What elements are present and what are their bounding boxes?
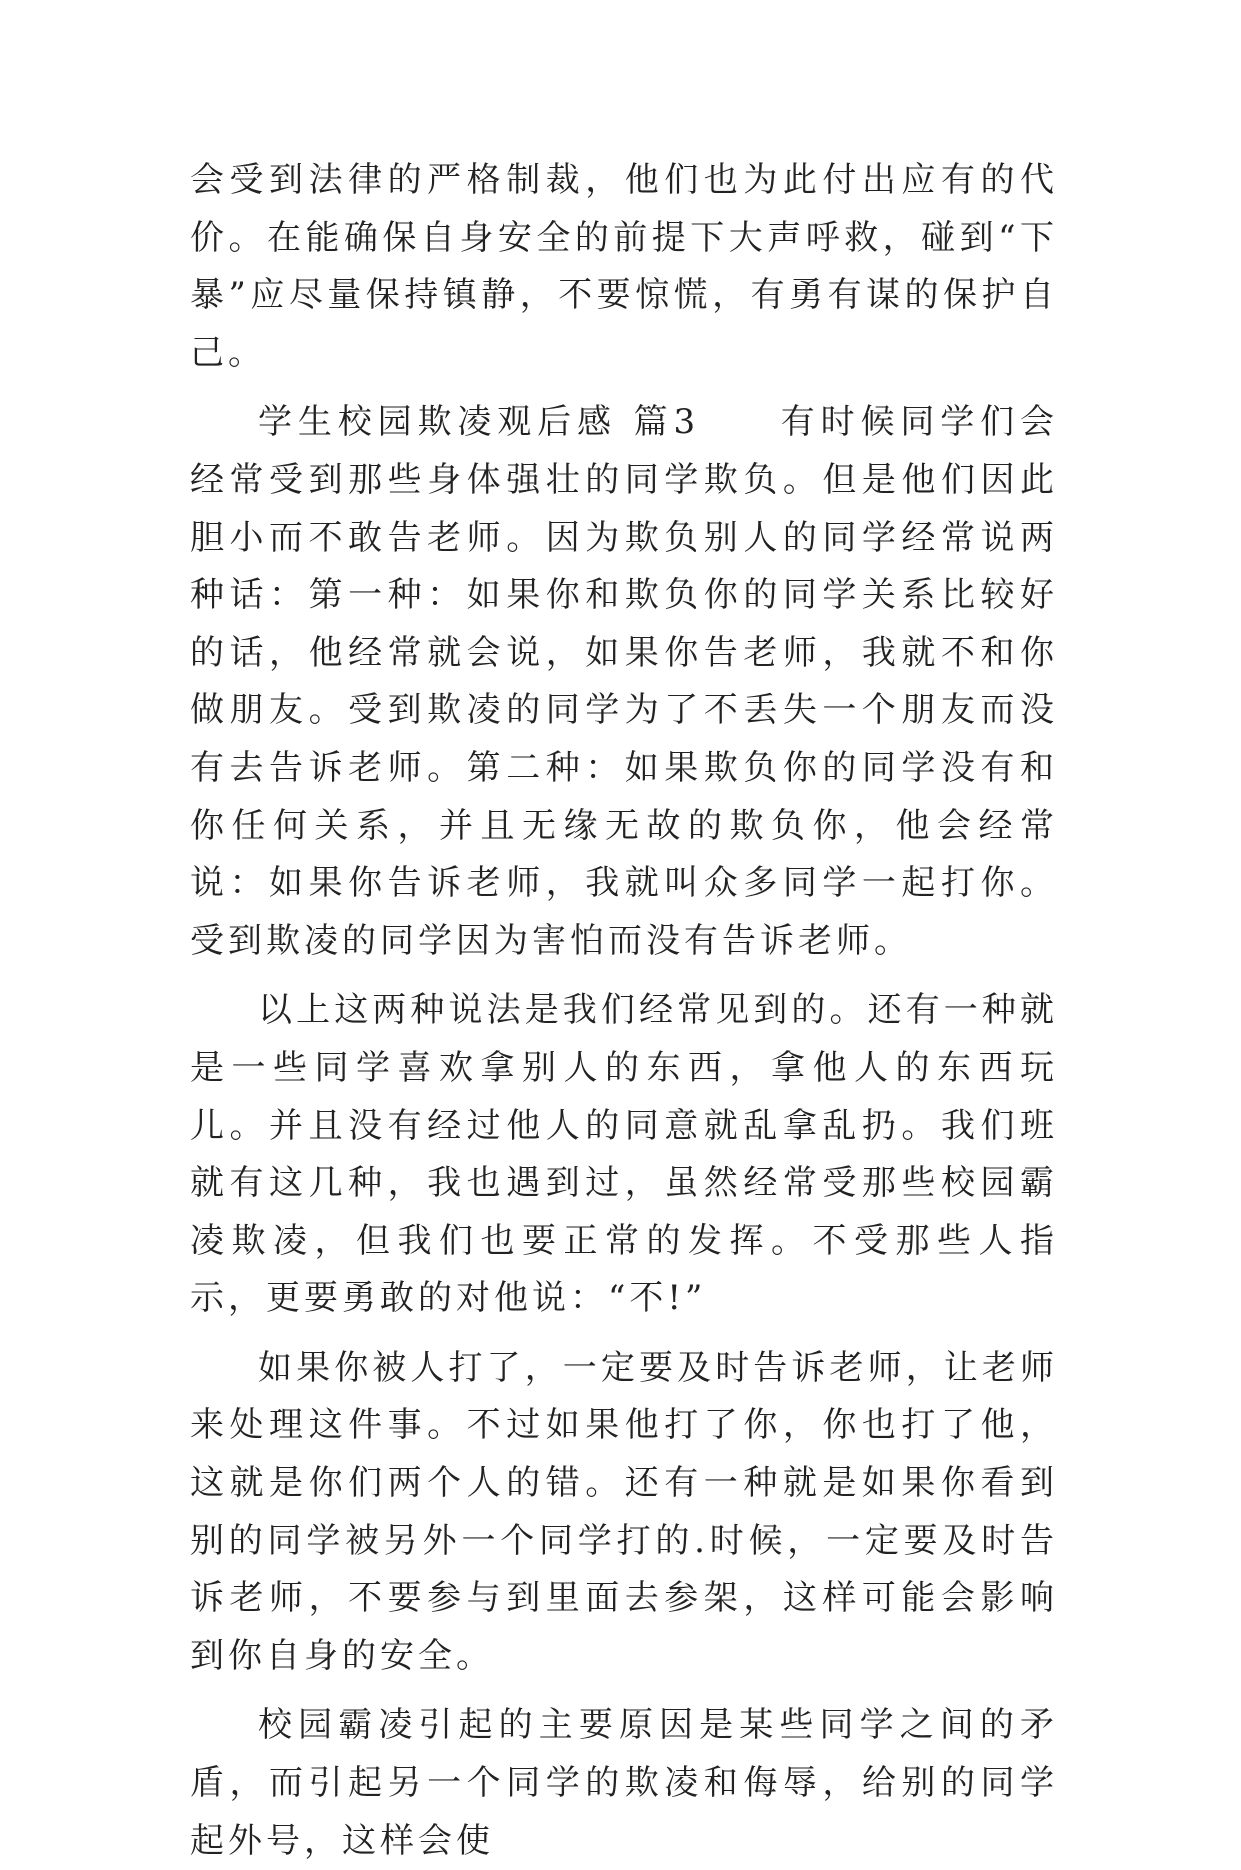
document-body [190,152,1058,1870]
paragraph-5: 校园霸凌引起的主要原因是某些同学之间的矛盾，而引起另一个同学的欺凌和侮辱，给别的同学起外号，这样会使 [190,1705,1058,1861]
paragraph-4: 如果你被人打了，一定要及时告诉老师，让老师来处理这件事。不过如果他打了你，你也打了他，这就是你们两个人的错。还有一种就是如果你看到别的同学被另外一个同学打的.时候，一定要及时告诉老师，不要参与到里面去参架，这样可能会影响到你自身的安全。 [190,1347,1058,1676]
paragraph-2: 学生校园欺凌观后感 篇3 有时候同学们会经常受到那些身体强壮的同学欺负。但是他们因此胆小而不敢告老师。因为欺负别人的同学经常说两种话：第一种：如果你和欺负你的同学关系比较好的话，他经常就会说，如果你告老师，我就不和你做朋友。受到欺凌的同学为了不丢失一个朋友而没有去告诉老师。第二种：如果欺负你的同学没有和你任何关系，并且无缘无故的欺负你，他会经常说：如果你告诉老师，我就叫众多同学一起打你。受到欺凌的同学因为害怕而没有告诉老师。 [190,402,1058,961]
paragraph-1: 会受到法律的严格制裁，他们也为此付出应有的代价。在能确保自身安全的前提下大声呼救，碰到“下暴”应尽量保持镇静，不要惊慌，有勇有谋的保护自己。 [190,160,1058,373]
paragraph-3: 以上这两种说法是我们经常见到的。还有一种就是一些同学喜欢拿别人的东西，拿他人的东西玩儿。并且没有经过他人的同意就乱拿乱扔。我们班就有这几种，我也遇到过，虽然经常受那些校园霸凌欺凌，但我们也要正常的发挥。不受那些人指示，更要勇敢的对他说：“不!” [190,990,1058,1319]
